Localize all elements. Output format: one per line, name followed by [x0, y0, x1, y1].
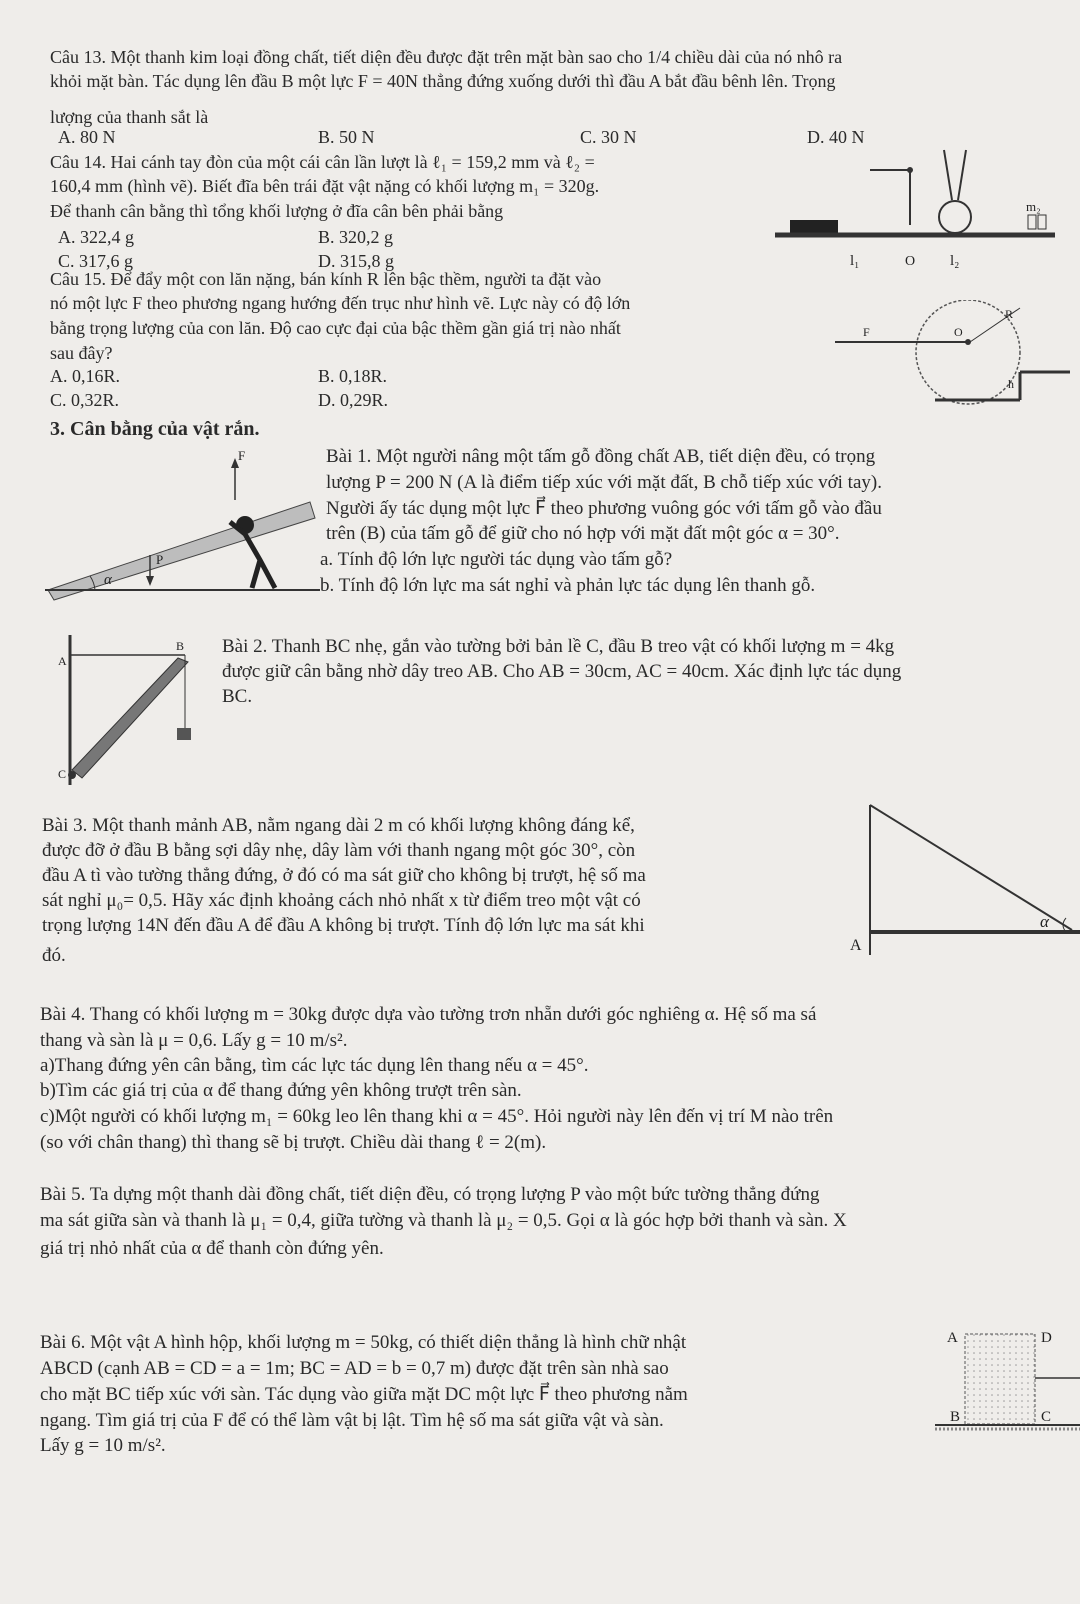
fig-label-c: C — [1041, 1409, 1052, 1425]
fig-label-l2: l₂ — [950, 253, 960, 269]
bai1-line-2: lượng P = 200 N (A là điểm tiếp xúc với mặt đất, B chỗ tiếp xúc với tay). — [326, 472, 882, 493]
bai5-line-3: giá trị nhỏ nhất của α để thanh còn đứng yên. — [40, 1238, 384, 1259]
bracket-figure — [50, 630, 220, 790]
bai6-line-1: Bài 6. Một vật A hình hộp, khối lượng m = 50kg, có thiết diện thẳng là hình chữ nhật — [40, 1332, 687, 1353]
bai3-line-1: Bài 3. Một thanh mảnh AB, nằm ngang dài 2 m có khối lượng không đáng kể, — [42, 815, 635, 836]
q13-option-c: C. 30 N — [580, 127, 637, 147]
q15-line-2: nó một lực F theo phương ngang hướng đến trục như hình vẽ. Lực này có độ lớn — [50, 293, 631, 313]
fig-label-f: F — [863, 325, 870, 339]
fig-label-a: A — [947, 1330, 958, 1346]
q14-line-3: Để thanh cân bằng thì tổng khối lượng ở đĩa cân bên phải bằng — [50, 201, 504, 221]
bai3-line-3: đầu A tì vào tường thẳng đứng, ở đó có ma sát giữ cho không bị trượt, hệ số ma — [42, 865, 646, 886]
q14-option-a: A. 322,4 g — [58, 227, 134, 247]
bai1-line-5: a. Tính độ lớn lực người tác dụng vào tấm gỗ? — [320, 549, 673, 570]
fig-label-r: R — [1005, 307, 1014, 321]
fig-label-a: A — [850, 937, 862, 954]
bai4-line-3: a)Thang đứng yên cân bằng, tìm các lực tác dụng lên thang nếu α = 45°. — [40, 1055, 589, 1076]
fig-label-b: B — [176, 639, 185, 653]
wall-rod-figure — [840, 800, 1080, 960]
q13-option-b: B. 50 N — [318, 127, 375, 147]
bai5-line-2: ma sát giữa sàn và thanh là μ₁ = 0,4, giữa tường và thanh là μ₂ = 0,5. Gọi α là góc hợp bởi thanh và sàn. X — [40, 1210, 847, 1231]
bai2-line-3: BC. — [222, 686, 253, 707]
q14-line-1: Câu 14. Hai cánh tay đòn của một cái cân lần lượt là ℓ₁ = 159,2 mm và ℓ₂ = — [50, 152, 595, 172]
bai4-line-2: thang và sàn là μ = 0,6. Lấy g = 10 m/s². — [40, 1030, 348, 1051]
bai2-line-1: Bài 2. Thanh BC nhẹ, gắn vào tường bởi bản lề C, đầu B treo vật có khối lượng m = 4kg — [222, 636, 895, 657]
bai3-line-2: được đỡ ở đầu B bằng sợi dây nhẹ, dây làm với thanh ngang một góc 30°, còn — [42, 840, 636, 861]
q15-option-b: B. 0,18R. — [318, 366, 388, 386]
q15-line-4: sau đây? — [50, 343, 113, 363]
box-figure — [935, 1326, 1080, 1441]
section-heading: 3. Cân bằng của vật rắn. — [50, 418, 260, 440]
q13-line-1: Câu 13. Một thanh kim loại đồng chất, tiết diện đều được đặt trên mặt bàn sao cho 1/4 chiều dài của nó nhô ra — [50, 47, 843, 67]
q13-line-3: lượng của thanh sắt là — [50, 107, 209, 127]
fig-label-a: A — [58, 654, 67, 668]
bai6-line-2: ABCD (cạnh AB = CD = a = 1m; BC = AD = b = 0,7 m) được đặt trên sàn nhà sao — [40, 1358, 669, 1379]
fig-label-h: h — [1008, 377, 1014, 391]
fig-label-b: B — [950, 1409, 961, 1425]
q14-option-d: D. 315,8 g — [318, 251, 394, 271]
q15-line-1: Câu 15. Để đẩy một con lăn nặng, bán kính R lên bậc thềm, người ta đặt vào — [50, 269, 602, 289]
roller-step-figure — [835, 300, 1075, 420]
fig-label-o: O — [954, 325, 963, 339]
bai3-line-4: sát nghỉ μ₀= 0,5. Hãy xác định khoảng cách nhỏ nhất x từ điểm treo một vật có — [42, 890, 641, 911]
fig-label-l1: l₁ — [850, 253, 860, 269]
bai4-line-1: Bài 4. Thang có khối lượng m = 30kg được dựa vào tường trơn nhẵn dưới góc nghiêng α. Hệ số ma sá — [40, 1004, 817, 1025]
bai5-line-1: Bài 5. Ta dựng một thanh dài đồng chất, tiết diện đều, có trọng lượng P vào một bức tường thẳng đứng — [40, 1184, 820, 1205]
fig-label-alpha: α — [104, 572, 112, 588]
q14-option-c: C. 317,6 g — [58, 251, 134, 271]
bai1-line-6: b. Tính độ lớn lực ma sát nghỉ và phản lực tác dụng lên thanh gỗ. — [320, 575, 816, 596]
q14-line-2: 160,4 mm (hình vẽ). Biết đĩa bên trái đặt vật nặng có khối lượng m₁ = 320g. — [50, 176, 600, 196]
q15-option-d: D. 0,29R. — [318, 390, 389, 410]
fig-label-d: D — [1041, 1330, 1052, 1346]
q15-option-c: C. 0,32R. — [50, 390, 120, 410]
fig-label-m2: m₂ — [1026, 199, 1041, 214]
bai6-line-4: ngang. Tìm giá trị của F để có thể làm vật bị lật. Tìm hệ số ma sát giữa vật và sàn. — [40, 1410, 664, 1431]
bai3-line-6: đó. — [42, 945, 66, 966]
balance-scale-figure — [770, 145, 1070, 275]
q13-option-a: A. 80 N — [58, 127, 116, 147]
bai6-line-3: cho mặt BC tiếp xúc với sàn. Tác dụng vào giữa mặt DC một lực F⃗ theo phương nằm — [40, 1384, 688, 1405]
bai1-line-3: Người ấy tác dụng một lực F⃗ theo phương vuông góc với tấm gỗ vào đầu — [326, 498, 882, 519]
bai4-line-6: (so với chân thang) thì thang sẽ bị trượt. Chiều dài thang ℓ = 2(m). — [40, 1132, 547, 1153]
bai4-line-4: b)Tìm các giá trị của α để thang đứng yên không trượt trên sàn. — [40, 1080, 522, 1101]
bai1-line-4: trên (B) của tấm gỗ để giữ cho nó hợp với mặt đất một góc α = 30°. — [326, 523, 840, 544]
fig-label-o: O — [905, 254, 916, 269]
fig-label-c: C — [58, 767, 67, 781]
q14-option-b: B. 320,2 g — [318, 227, 394, 247]
bai2-line-2: được giữ cân bằng nhờ dây treo AB. Cho AB = 30cm, AC = 40cm. Xác định lực tác dụng — [222, 661, 902, 682]
fig-label-f: F — [238, 450, 246, 463]
bai4-line-5: c)Một người có khối lượng m₁ = 60kg leo lên thang khi α = 45°. Hỏi người này lên đến vị trí M nào trên — [40, 1106, 834, 1127]
fig-label-alpha: α — [1040, 912, 1049, 931]
bai3-line-5: trọng lượng 14N đến đầu A để đầu A không bị trượt. Tính độ lớn lực ma sát khi — [42, 915, 645, 936]
q15-line-3: bằng trọng lượng của con lăn. Độ cao cực đại của bậc thềm gần giá trị nào nhất — [50, 318, 621, 338]
bai6-line-5: Lấy g = 10 m/s². — [40, 1435, 166, 1456]
q13-option-d: D. 40 N — [807, 127, 865, 147]
plank-figure — [40, 450, 325, 605]
q13-line-2: khỏi mặt bàn. Tác dụng lên đầu B một lực F = 40N thẳng đứng xuống dưới thì đầu A bắt đầu bênh lên. Trọng — [50, 71, 836, 91]
bai1-line-1: Bài 1. Một người nâng một tấm gỗ đồng chất AB, tiết diện đều, có trọng — [326, 446, 876, 467]
fig-label-p: P — [156, 552, 164, 567]
q15-option-a: A. 0,16R. — [50, 366, 121, 386]
